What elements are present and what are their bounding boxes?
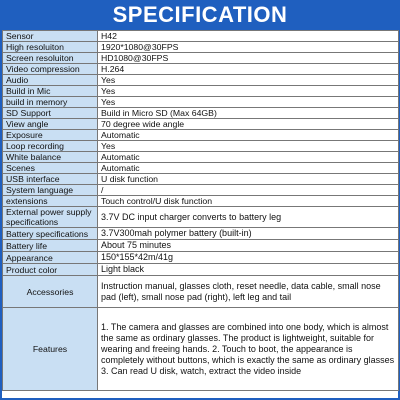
spec-label: USB interface	[3, 174, 98, 185]
spec-value: Light black	[98, 264, 399, 276]
spec-value: About 75 minutes	[98, 240, 399, 252]
spec-label: Scenes	[3, 163, 98, 174]
table-row	[3, 185, 399, 196]
table-row	[3, 308, 399, 391]
table-row	[3, 64, 399, 75]
table-row	[3, 42, 399, 53]
table-row	[3, 130, 399, 141]
spec-label: Accessories	[3, 276, 98, 308]
table-row	[3, 276, 399, 308]
spec-label: build in memory	[3, 97, 98, 108]
spec-value: Yes	[98, 141, 399, 152]
spec-value: 3.7V300mah polymer battery (built-in)	[98, 228, 399, 240]
spec-value: /	[98, 185, 399, 196]
spec-label: Sensor	[3, 31, 98, 42]
table-row	[3, 108, 399, 119]
table-row	[3, 207, 399, 228]
spec-value: 1. The camera and glasses are combined into one body, which is almost the same as ordinary glasses. The product is lightweight, suitable for wearing and freeing hands. 2. Touch to boot, the appearance is completely without buttons, which is exactly the same as ordinary glasses 3. Can read U disk, watch, extract the video inside	[98, 308, 399, 391]
spec-table	[2, 30, 399, 391]
spec-label: View angle	[3, 119, 98, 130]
spec-label: Build in Mic	[3, 86, 98, 97]
table-row	[3, 252, 399, 264]
spec-label: Battery life	[3, 240, 98, 252]
spec-value: U disk function	[98, 174, 399, 185]
table-row	[3, 228, 399, 240]
spec-label: High resoluiton	[3, 42, 98, 53]
spec-value: H42	[98, 31, 399, 42]
table-row	[3, 97, 399, 108]
spec-value: Touch control/U disk function	[98, 196, 399, 207]
spec-label: System language	[3, 185, 98, 196]
table-row	[3, 240, 399, 252]
spec-value: Yes	[98, 97, 399, 108]
spec-value: 3.7V DC input charger converts to battery leg	[98, 207, 399, 228]
spec-label: Video compression	[3, 64, 98, 75]
spec-value: 150*155*42m/41g	[98, 252, 399, 264]
title-banner	[0, 0, 400, 30]
table-row	[3, 141, 399, 152]
spec-label: Loop recording	[3, 141, 98, 152]
table-row	[3, 152, 399, 163]
spec-label: Features	[3, 308, 98, 391]
page-title: SPECIFICATION	[112, 2, 288, 27]
spec-value: Yes	[98, 86, 399, 97]
spec-label: Appearance	[3, 252, 98, 264]
spec-label: Product color	[3, 264, 98, 276]
spec-value: 70 degree wide angle	[98, 119, 399, 130]
spec-value: HD1080@30FPS	[98, 53, 399, 64]
table-row	[3, 53, 399, 64]
spec-value: Build in Micro SD (Max 64GB)	[98, 108, 399, 119]
spec-label: White balance	[3, 152, 98, 163]
spec-value: Yes	[98, 75, 399, 86]
spec-label: Battery specifications	[3, 228, 98, 240]
table-row	[3, 174, 399, 185]
spec-value: Automatic	[98, 163, 399, 174]
spec-value: 1920*1080@30FPS	[98, 42, 399, 53]
spec-value: Automatic	[98, 130, 399, 141]
table-row	[3, 264, 399, 276]
table-row	[3, 75, 399, 86]
spec-value: Instruction manual, glasses cloth, reset needle, data cable, small nose pad (left), small nose pad (right), left leg and tail	[98, 276, 399, 308]
spec-label: Screen resoluiton	[3, 53, 98, 64]
spec-label: Audio	[3, 75, 98, 86]
spec-label: SD Support	[3, 108, 98, 119]
spec-value: H.264	[98, 64, 399, 75]
table-row	[3, 119, 399, 130]
spec-value: Automatic	[98, 152, 399, 163]
table-row	[3, 86, 399, 97]
table-row	[3, 31, 399, 42]
table-row	[3, 163, 399, 174]
spec-label: extensions	[3, 196, 98, 207]
spec-label: External power supply specifications	[3, 207, 98, 228]
spec-sheet	[0, 30, 400, 400]
table-row	[3, 196, 399, 207]
spec-label: Exposure	[3, 130, 98, 141]
